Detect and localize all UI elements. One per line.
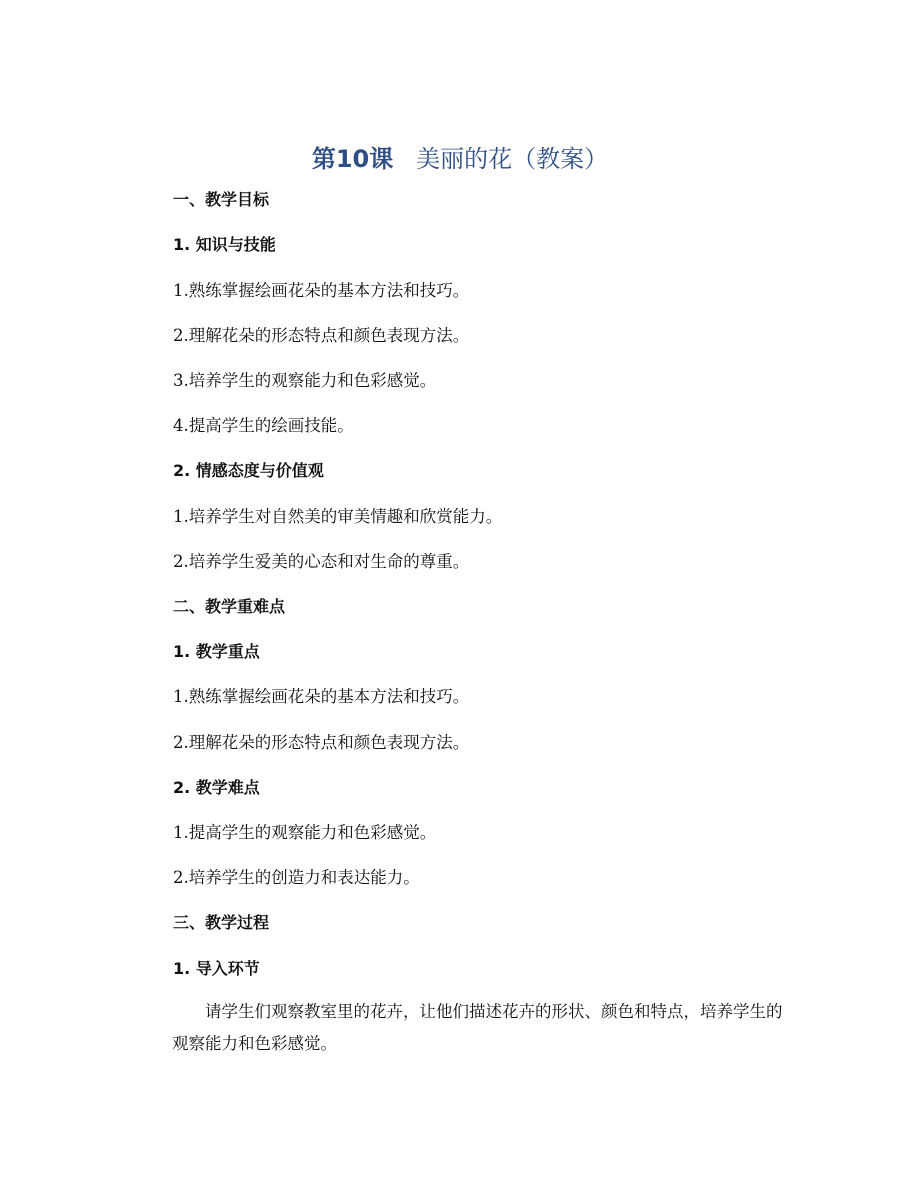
list-item: 2.培养学生爱美的心态和对生命的尊重。: [173, 552, 470, 571]
subheading-attitude-values: 2. 情感态度与价值观: [173, 461, 324, 480]
subheading-knowledge-skills: 1. 知识与技能: [173, 235, 276, 254]
page-title: [0, 141, 920, 177]
list-item: 4.提高学生的绘画技能。: [173, 416, 354, 435]
title-lesson-name: 美丽的花（教案）: [416, 145, 609, 173]
list-item: 2.培养学生的创造力和表达能力。: [173, 868, 420, 887]
subheading-key-points: 1. 教学重点: [173, 642, 260, 661]
list-item: 1.熟练掌握绘画花朵的基本方法和技巧。: [173, 281, 470, 300]
title-spacer: [393, 145, 416, 173]
list-item: 2.理解花朵的形态特点和颜色表现方法。: [173, 326, 470, 345]
body-paragraph: 请学生们观察教室里的花卉，让他们描述花卉的形状、颜色和特点，培养学生的观察能力和色彩感觉。: [172, 1002, 783, 1053]
section-heading-objectives: 一、教学目标: [173, 190, 270, 209]
list-item: 3.培养学生的观察能力和色彩感觉。: [173, 371, 437, 390]
subheading-difficult-points: 2. 教学难点: [173, 778, 260, 797]
section-heading-process: 三、教学过程: [173, 913, 270, 932]
list-item: 1.培养学生对自然美的审美情趣和欣赏能力。: [173, 507, 503, 526]
list-item: 1.提高学生的观察能力和色彩感觉。: [173, 823, 437, 842]
section-heading-key-difficult: 二、教学重难点: [173, 597, 286, 616]
title-lesson-number: 第10课: [311, 145, 394, 173]
subheading-introduction: 1. 导入环节: [173, 959, 260, 978]
list-item: 2.理解花朵的形态特点和颜色表现方法。: [173, 733, 470, 752]
list-item: 1.熟练掌握绘画花朵的基本方法和技巧。: [173, 687, 470, 706]
